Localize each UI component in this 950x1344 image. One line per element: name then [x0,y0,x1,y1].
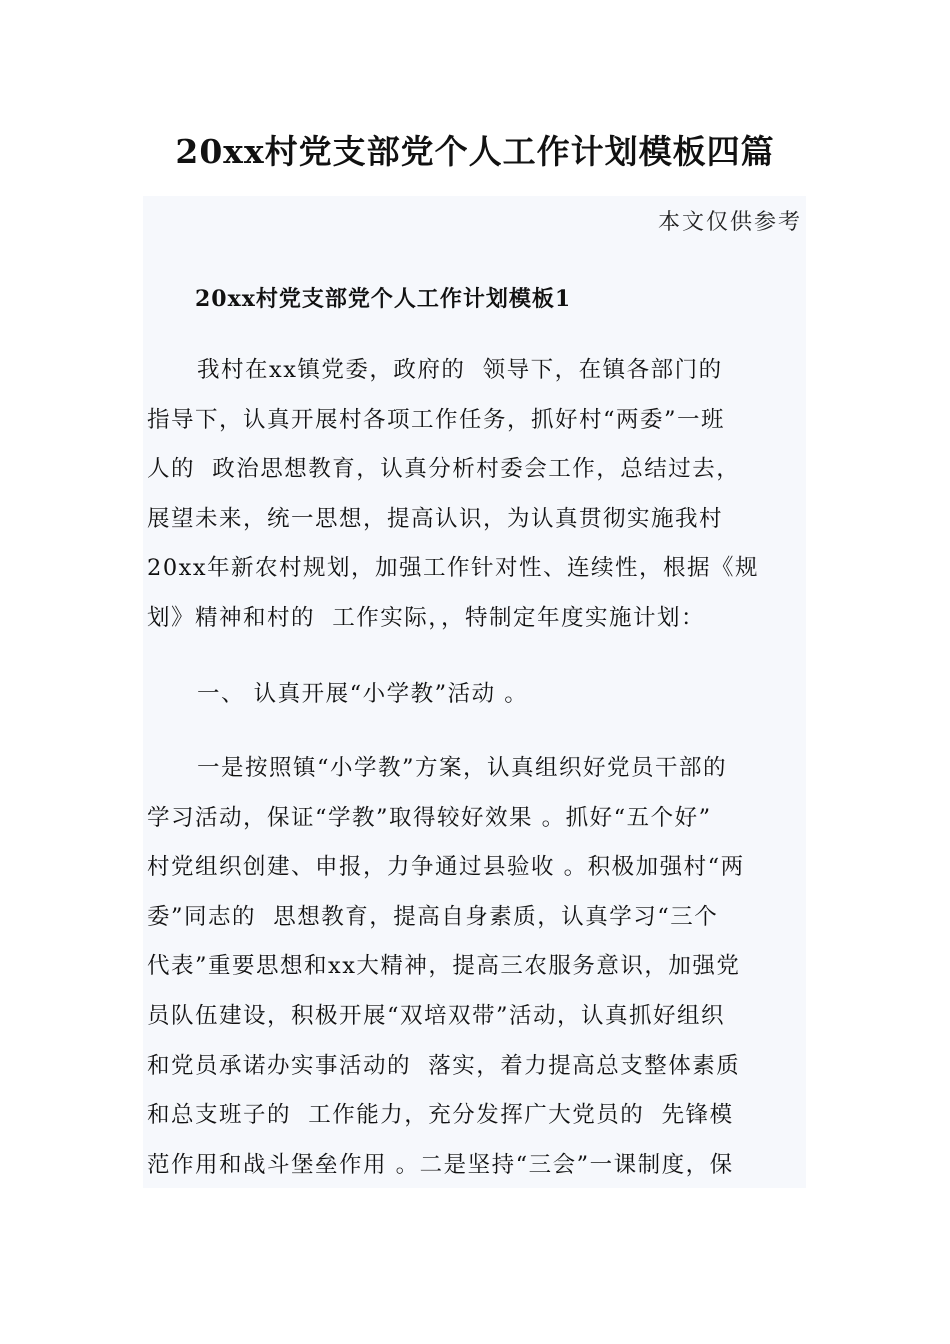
reference-note: 本文仅供参考 [657,210,802,235]
paragraph-line: 一是按照镇“小学教”方案，认真组织好党员干部的 [197,755,728,781]
paragraph-line: 村党组织创建、申报，力争通过县验收 。积极加强村“两 [147,854,745,881]
paragraph-line: 委”同志的 思想教育，提高自身素质，认真学习“三个 [147,903,719,930]
section-heading: 20xx村党支部党个人工作计划模板1 [195,286,572,312]
paragraph-line: 人的 政治思想教育，认真分析村委会工作，总结过去， [147,456,741,483]
paragraph-intro [147,346,802,644]
paragraph-line: 学习活动，保证“学教”取得较好效果 。抓好“五个好” [147,804,712,831]
item-heading-text: 一、 认真开展“小学教”活动 。 [197,681,529,707]
list-item-heading [147,670,802,720]
document-title: 20xx村党支部党个人工作计划模板四篇 [175,132,775,171]
paragraph-line: 范作用和战斗堡垒作用 。二是坚持“三会”一课制度，保 [147,1151,734,1178]
paragraph-line: 员队伍建设，积极开展“双培双带”活动，认真抓好组织 [147,1002,726,1029]
paragraph-line: 我村在xx镇党委，政府的 领导下，在镇各部门的 [197,357,723,383]
paragraph-line: 代表”重要思想和xx大精神，提高三农服务意识，加强党 [147,953,741,980]
paragraph-line: 划》精神和村的 工作实际，，特制定年度实施计划： [147,604,706,631]
paragraph-line: 和党员承诺办实事活动的 落实，着力提高总支整体素质 [147,1052,741,1079]
paragraph-line: 20xx年新农村规划，加强工作针对性、连续性，根据《规 [147,555,760,582]
paragraph-line: 展望未来，统一思想，提高认识，为认真贯彻实施我村 [147,505,724,532]
paragraph-item1 [147,744,802,1190]
document-body [143,196,806,1188]
paragraph-line: 和总支班子的 工作能力，充分发挥广大党员的 先锋模 [147,1102,734,1129]
paragraph-line: 指导下，认真开展村各项工作任务，抓好村“两委”一班 [147,406,726,433]
